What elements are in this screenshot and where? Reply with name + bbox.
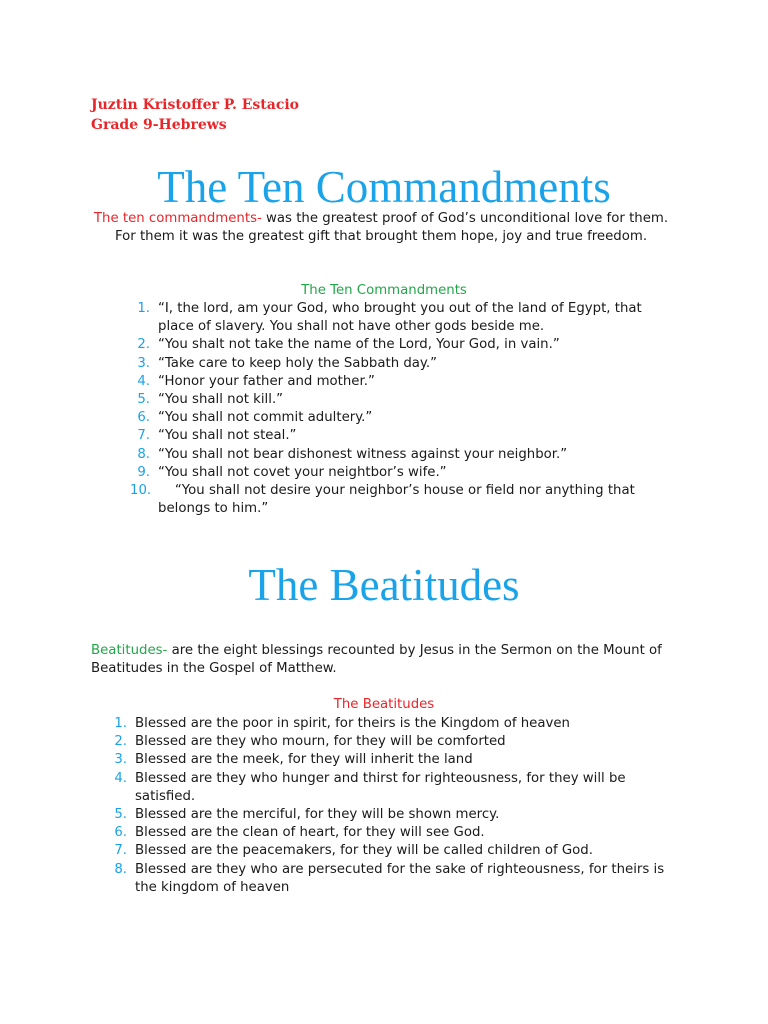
list-item: [107, 861, 682, 897]
list-item-text: Blessed are the meek, for they will inherit the land: [135, 752, 473, 768]
list-item-number: 2.: [114, 734, 127, 750]
commandments-list: [130, 300, 675, 518]
beatitudes-list: [107, 715, 682, 897]
commandments-title: The Ten Commandments: [157, 162, 611, 212]
list-item: [130, 373, 675, 391]
list-item-text: “You shall not bear dishonest witness against your neighbor.”: [158, 446, 568, 462]
author-name: Juztin Kristoffer P. Estacio: [91, 97, 300, 113]
list-item-text: “You shall not covet your neightbor’s wife.”: [158, 464, 447, 480]
list-item-text: Blessed are they who hunger and thirst for righteousness, for they will be satisfied.: [135, 770, 630, 804]
commandments-subtitle: The Ten Commandments: [301, 283, 467, 298]
list-item-text: “You shall not commit adultery.”: [158, 410, 373, 426]
list-item-number: 8.: [137, 446, 150, 462]
commandments-intro-term: The ten commandments-: [93, 211, 262, 226]
list-item: [130, 482, 675, 518]
list-item: [107, 770, 682, 806]
list-item-text: “You shall not kill.”: [158, 392, 284, 408]
list-item: [130, 391, 675, 409]
commandments-intro: [91, 210, 671, 247]
list-item-text: “You shall not steal.”: [158, 428, 297, 444]
author-grade: Grade 9-Hebrews: [91, 117, 227, 133]
list-item: [107, 824, 682, 842]
list-item: [130, 300, 675, 336]
list-item-number: 10.: [130, 483, 152, 499]
list-item-number: 9.: [137, 464, 150, 480]
list-item-number: 3.: [137, 355, 150, 371]
list-item: [130, 464, 675, 482]
list-item-number: 3.: [114, 752, 127, 768]
list-item-text: “I, the lord, am your God, who brought you out of the land of Egypt, that place of slavery. You shall not have other gods beside me.: [158, 301, 646, 335]
list-item-number: 5.: [137, 392, 150, 408]
list-item-number: 6.: [114, 825, 127, 841]
beatitudes-subtitle: The Beatitudes: [333, 697, 435, 712]
beatitudes-intro: [91, 642, 671, 679]
list-item-number: 8.: [114, 861, 127, 877]
list-item-number: 4.: [114, 770, 127, 786]
list-item-text: “You shalt not take the name of the Lord, Your God, in vain.”: [158, 337, 560, 353]
list-item-text: Blessed are they who mourn, for they will be comforted: [135, 734, 506, 750]
beatitudes-intro-text: are the eight blessings recounted by Jesus in the Sermon on the Mount of Beatitudes in the Gospel of Matthew.: [91, 643, 662, 677]
beatitudes-title: The Beatitudes: [248, 560, 520, 610]
list-item: [107, 751, 682, 769]
list-item: [130, 409, 675, 427]
list-item-number: 1.: [137, 301, 150, 316]
list-item-text: Blessed are the clean of heart, for they will see God.: [135, 825, 485, 841]
list-item: [107, 842, 682, 860]
commandments-intro-text: was the greatest proof of God’s unconditional love for them. For them it was the greatest gift that brought them hope, joy and true freedom.: [114, 211, 669, 245]
list-item-text: “Honor your father and mother.”: [158, 373, 375, 389]
list-item-text: “Take care to keep holy the Sabbath day.”: [158, 355, 438, 371]
list-item: [130, 446, 675, 464]
list-item: [107, 806, 682, 824]
list-item-number: 7.: [137, 428, 150, 444]
list-item-text: “You shall not desire your neighbor’s house or field nor anything that belongs to him.”: [158, 483, 640, 517]
author-block: [91, 95, 299, 135]
list-item: [107, 733, 682, 751]
list-item-number: 5.: [114, 807, 127, 823]
list-item-text: Blessed are the merciful, for they will be shown mercy.: [135, 807, 500, 823]
list-item: [130, 355, 675, 373]
list-item: [107, 715, 682, 733]
list-item-number: 4.: [137, 373, 150, 389]
list-item-number: 2.: [137, 337, 150, 353]
list-item-number: 7.: [114, 843, 127, 859]
list-item-text: Blessed are the poor in spirit, for theirs is the Kingdom of heaven: [135, 716, 570, 731]
list-item: [130, 427, 675, 445]
list-item-text: Blessed are the peacemakers, for they will be called children of God.: [135, 843, 593, 859]
list-item-text: Blessed are they who are persecuted for the sake of righteousness, for theirs is the kingdom of heaven: [135, 861, 669, 895]
list-item: [130, 336, 675, 354]
beatitudes-intro-term: Beatitudes-: [91, 643, 168, 658]
list-item-number: 6.: [137, 410, 150, 426]
list-item-number: 1.: [114, 716, 127, 731]
